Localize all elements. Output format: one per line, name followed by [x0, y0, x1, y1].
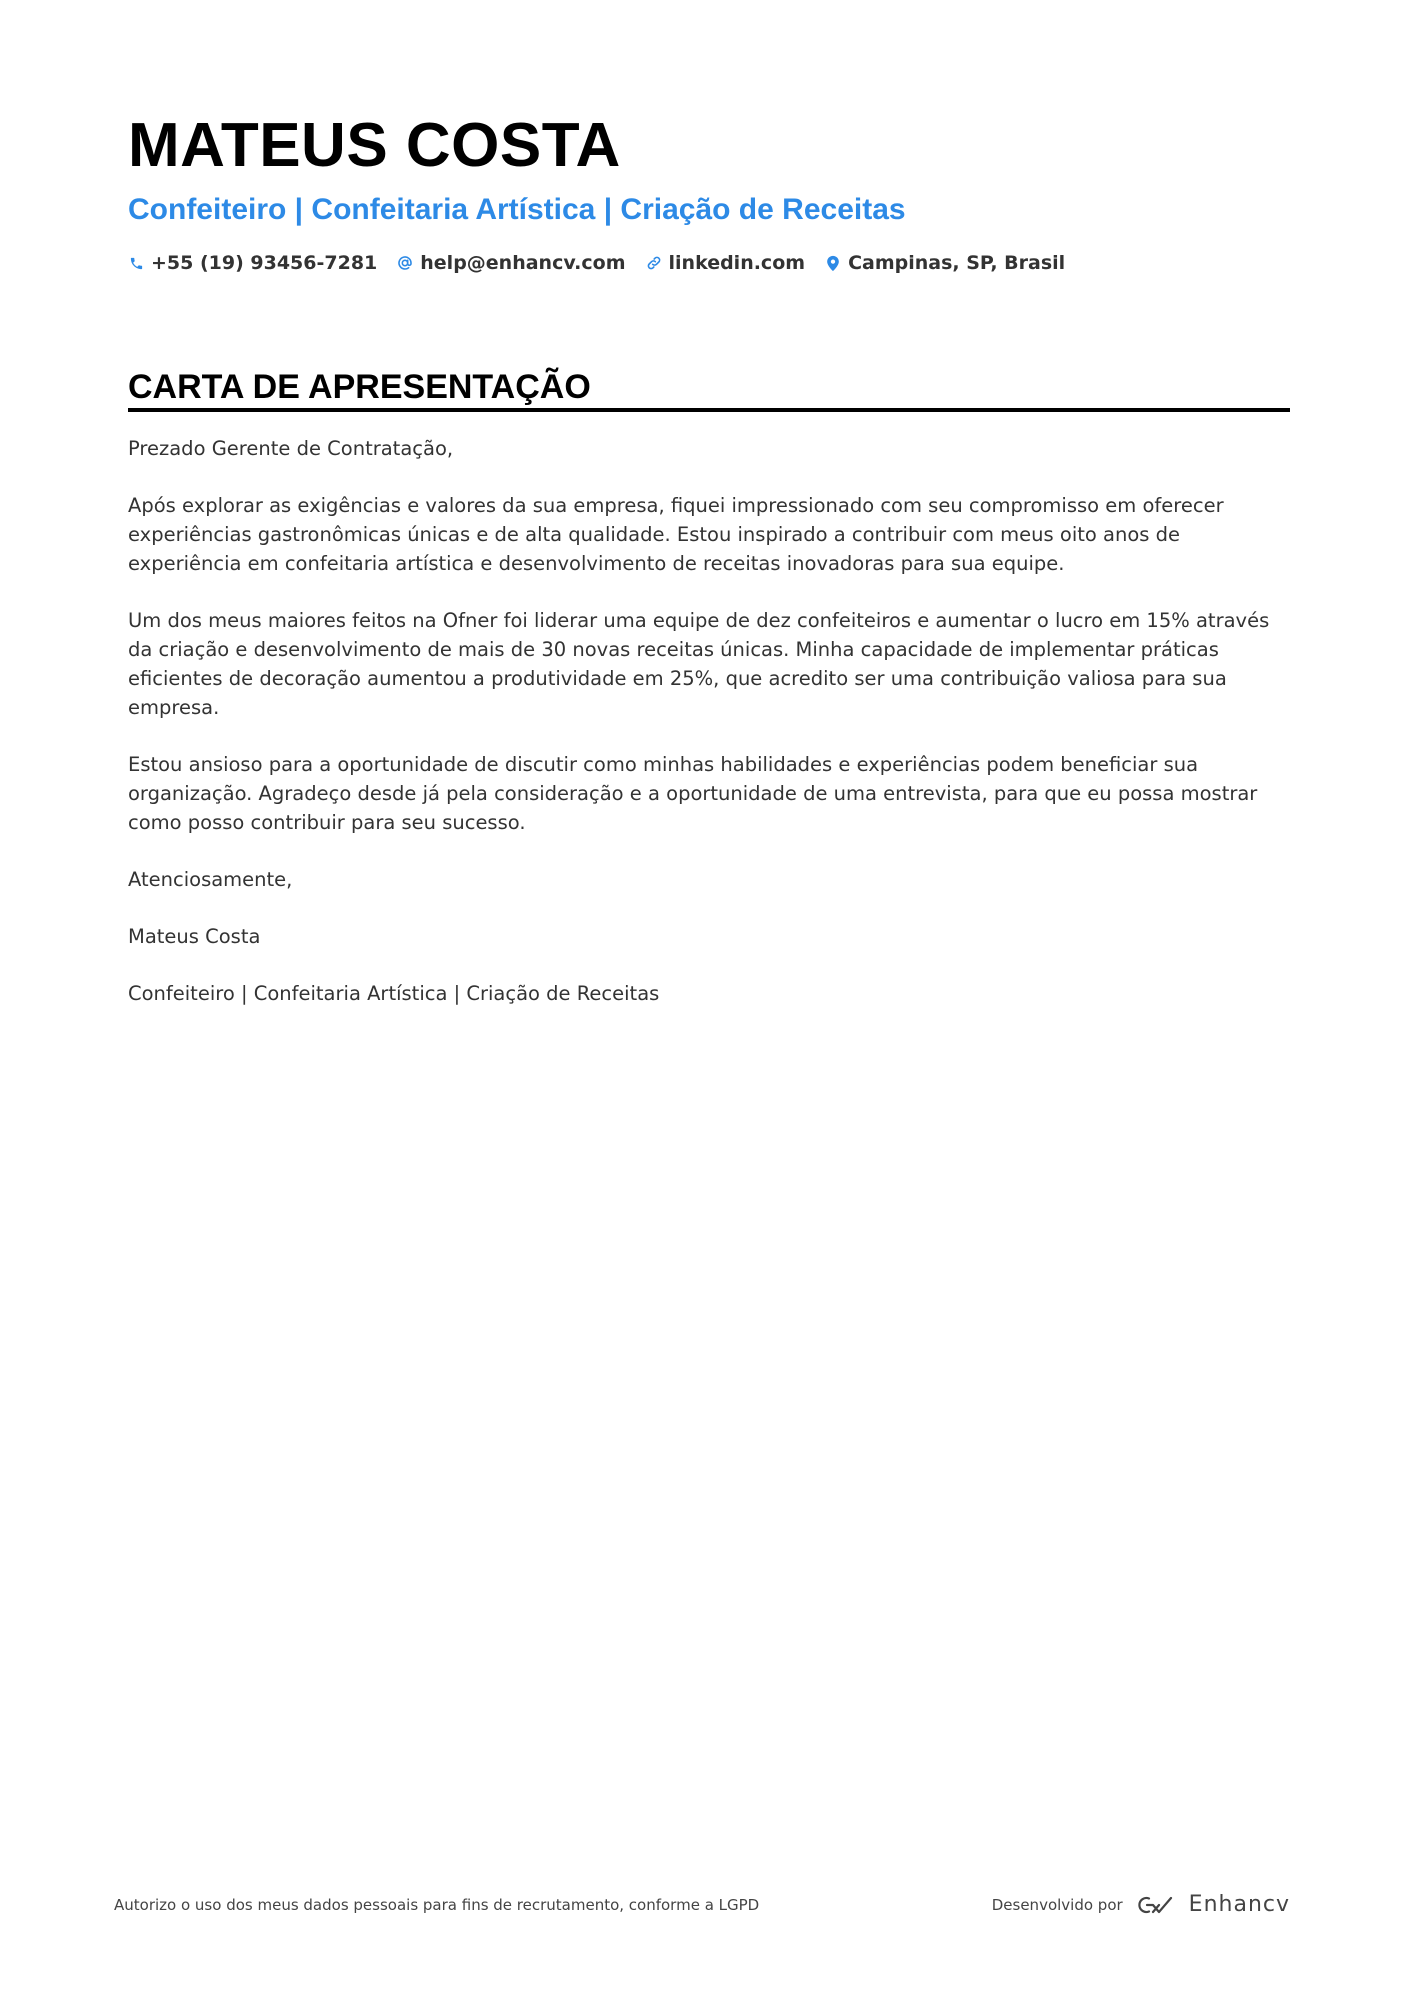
location-pin-icon — [825, 254, 841, 272]
at-icon — [397, 254, 413, 272]
section-title: CARTA DE APRESENTAÇÃO — [128, 368, 591, 406]
enhancv-logo-icon — [1135, 1893, 1181, 1917]
powered-by[interactable] — [992, 1892, 1290, 1917]
link-icon — [646, 254, 662, 272]
letter-paragraph-2: Um dos meus maiores feitos na Ofner foi liderar uma equipe de dez confeiteiros e aumentar o lucro em 15% através da criação e desenvolvimento de mais de 30 novas receitas únicas. Minha capacidade de implementar práticas eficientes de decoração aumentou a produtividade em 25%, que acredito ser uma contribuição valiosa para sua empresa. — [128, 609, 1270, 719]
contact-phone — [128, 252, 377, 274]
contact-email-text[interactable]: help@enhancv.com — [420, 252, 626, 274]
contact-linkedin-text[interactable]: linkedin.com — [668, 252, 806, 274]
brand-name: Enhancv — [1188, 1892, 1290, 1917]
letter-signature-title: Confeiteiro | Confeitaria Artística | Criação de Receitas — [128, 982, 660, 1005]
powered-by-label: Desenvolvido por — [991, 1895, 1123, 1914]
phone-icon — [128, 254, 144, 272]
letter-closing: Atenciosamente, — [128, 868, 293, 891]
letter-paragraph-3: Estou ansioso para a oportunidade de discutir como minhas habilidades e experiências podem beneficiar sua organização. Agradeço desde já pela consideração e a oportunidade de uma entrevista, para que eu possa mostrar como posso contribuir para seu sucesso. — [128, 753, 1258, 834]
contact-bar — [128, 252, 1288, 274]
footer — [114, 1892, 1290, 1917]
header — [128, 108, 1288, 274]
contact-location — [825, 252, 1065, 274]
contact-phone-text: +55 (19) 93456-7281 — [151, 252, 378, 274]
candidate-name: MATEUS COSTA — [128, 111, 621, 180]
section-divider — [128, 408, 1290, 412]
letter-body — [128, 434, 1290, 1008]
letter-paragraph-1: Após explorar as exigências e valores da sua empresa, fiquei impressionado com seu compromisso em oferecer experiências gastronômicas únicas e de alta qualidade. Estou inspirado a contribuir com meus oito anos de experiência em confeitaria artística e desenvolvimento de receitas inovadoras para sua equipe. — [128, 494, 1224, 575]
candidate-title: Confeiteiro | Confeitaria Artística | Criação de Receitas — [128, 193, 906, 226]
letter-greeting: Prezado Gerente de Contratação, — [128, 437, 454, 460]
contact-location-text: Campinas, SP, Brasil — [848, 252, 1066, 274]
contact-linkedin[interactable] — [646, 252, 806, 274]
contact-email[interactable] — [397, 252, 625, 274]
cover-letter-section — [128, 366, 1290, 1036]
consent-text: Autorizo o uso dos meus dados pessoais para fins de recrutamento, conforme a LGPD — [114, 1895, 760, 1914]
letter-signature-name: Mateus Costa — [128, 925, 261, 948]
